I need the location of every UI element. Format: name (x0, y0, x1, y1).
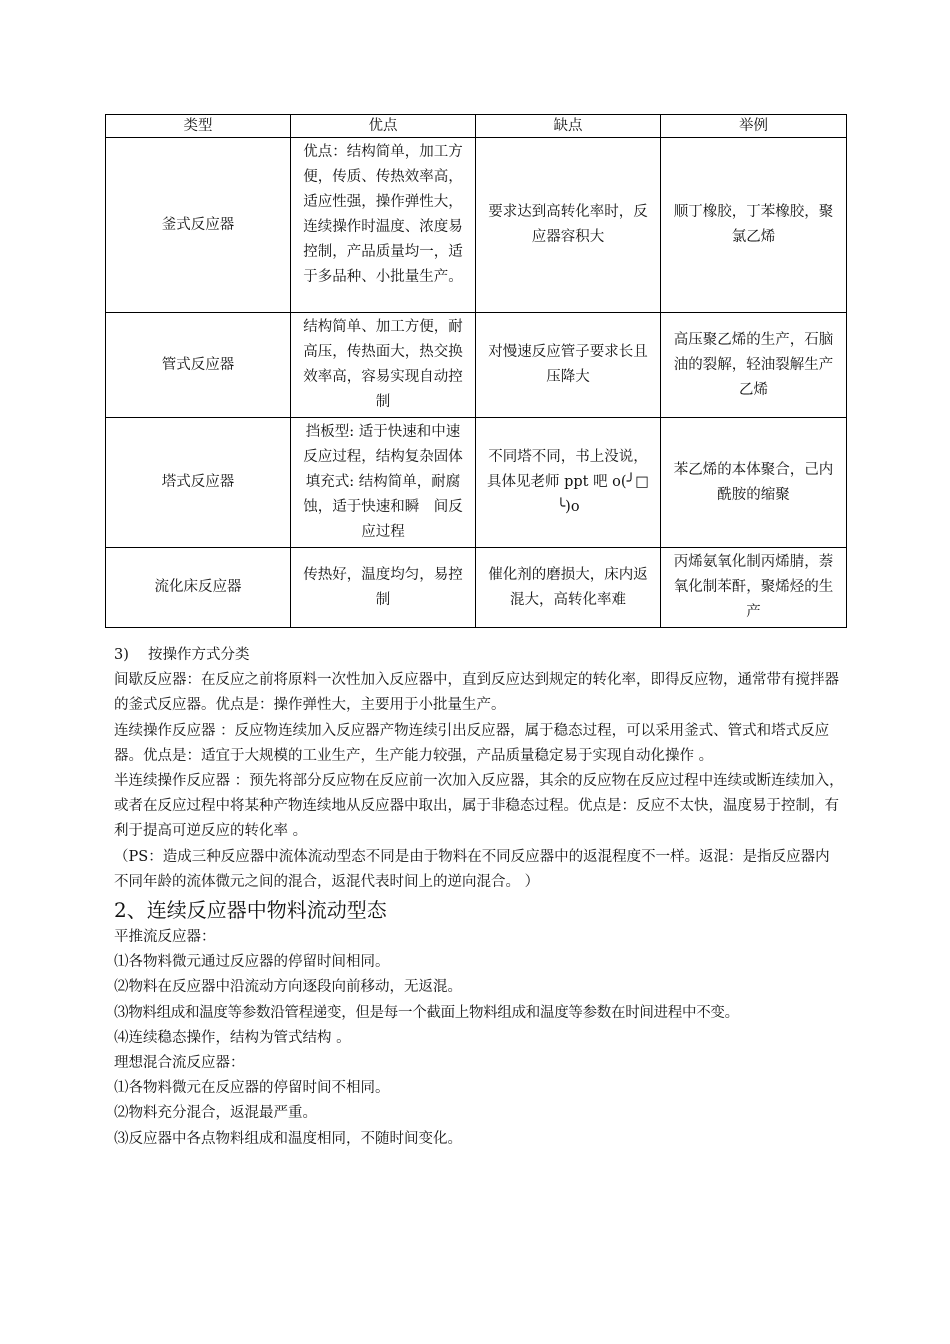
plug-flow-title: 平推流反应器： (114, 929, 216, 946)
section-2-heading: 2、连续反应器中物料流动型态 (114, 898, 387, 923)
table-row (106, 313, 847, 418)
table-header-row (106, 115, 847, 138)
cell-examples: 丙烯氨氧化制丙烯腈，萘氧化制苯酐，聚烯烃的生产 (661, 548, 847, 628)
cell-type: 管式反应器 (106, 313, 291, 418)
list-item: ⑴各物料微元通过反应器的停留时间相同。 (114, 954, 390, 971)
cell-pros: 结构简单、加工方便，耐高压，传热面大，热交换效率高，容易实现自动控制 (291, 313, 476, 418)
semi-continuous-reactor-paragraph: 半连续操作反应器 ：预先将部分反应物在反应前一次加入反应器，其余的反应物在反应过程中连续或断连续加入，或者在反应过程中将某种产物连续地从反应器中取出，属于非稳态过程。优点是：反应不太快，温度易于控制，有利于提高可逆反应的转化率 。 (114, 773, 844, 840)
cell-examples: 高压聚乙烯的生产，石脑油的裂解，轻油裂解生产乙烯 (661, 313, 847, 418)
cell-cons: 不同塔不同，书上没说，具体见老师 ppt 吧 o(╯□╰)o (476, 418, 661, 548)
cell-cons: 对慢速反应管子要求长且压降大 (476, 313, 661, 418)
list-item: ⑷连续稳态操作，结构为管式结构 。 (114, 1029, 351, 1046)
cell-pros: 传热好，温度均匀，易控制 (291, 548, 476, 628)
cell-examples: 顺丁橡胶，丁苯橡胶，聚氯乙烯 (661, 138, 847, 313)
cell-type: 釜式反应器 (106, 138, 291, 313)
reactor-comparison-table (105, 114, 847, 628)
ps-note: （PS：造成三种反应器中流体流动型态不同是由于物料在不同反应器中的返混程度不一样。返混：是指反应器内不同年龄的流体微元之间的混合，返混代表时间上的逆向混合。 ） (114, 848, 830, 890)
body-text (114, 643, 844, 1152)
table-row (106, 548, 847, 628)
list-item: ⑶反应器中各点物料组成和温度相同，不随时间变化。 (114, 1130, 462, 1147)
cell-cons: 催化剂的磨损大，床内返混大，高转化率难 (476, 548, 661, 628)
list-item: ⑵物料在反应器中沿流动方向逐段向前移动，无返混。 (114, 979, 462, 996)
header-pros: 优点 (291, 115, 476, 138)
list-item: ⑴各物料微元在反应器的停留时间不相同。 (114, 1080, 390, 1097)
cell-type: 流化床反应器 (106, 548, 291, 628)
cell-type: 塔式反应器 (106, 418, 291, 548)
list-item: ⑶物料组成和温度等参数沿管程递变，但是每一个截面上物料组成和温度等参数在时间进程中不变。 (114, 1004, 739, 1021)
table-row (106, 138, 847, 313)
cell-pros: 优点：结构简单，加工方便，传质、传热效率高，适应性强，操作弹性大，连续操作时温度、浓度易控制，产品质量均一，适于多品种、小批量生产。 (291, 138, 476, 313)
cell-examples: 苯乙烯的本体聚合，己内酰胺的缩聚 (661, 418, 847, 548)
header-type: 类型 (106, 115, 291, 138)
continuous-reactor-paragraph: 连续操作反应器 ：反应物连续加入反应器产物连续引出反应器，属于稳态过程，可以采用釜式、管式和塔式反应器。优点是：适宜于大规模的工业生产，生产能力较强，产品质量稳定易于实现自动化操作 。 (114, 722, 830, 764)
batch-reactor-paragraph: 间歇反应器：在反应之前将原料一次性加入反应器中，直到反应达到规定的转化率，即得反应物，通常带有搅拌器的釜式反应器。优点是：操作弹性大，主要用于小批量生产。 (114, 672, 839, 714)
cell-cons: 要求达到高转化率时，反应器容积大 (476, 138, 661, 313)
mixed-flow-title: 理想混合流反应器： (114, 1055, 245, 1072)
table-row (106, 418, 847, 548)
cell-pros: 挡板型: 适于快速和中速反应过程，结构复杂固体填充式: 结构简单，耐腐蚀，适于快速和瞬 间反应过程 (291, 418, 476, 548)
header-cons: 缺点 (476, 115, 661, 138)
header-examples: 举例 (661, 115, 847, 138)
section-3-title: 3) 按操作方式分类 (114, 647, 250, 663)
list-item: ⑵物料充分混合，返混最严重。 (114, 1105, 317, 1122)
